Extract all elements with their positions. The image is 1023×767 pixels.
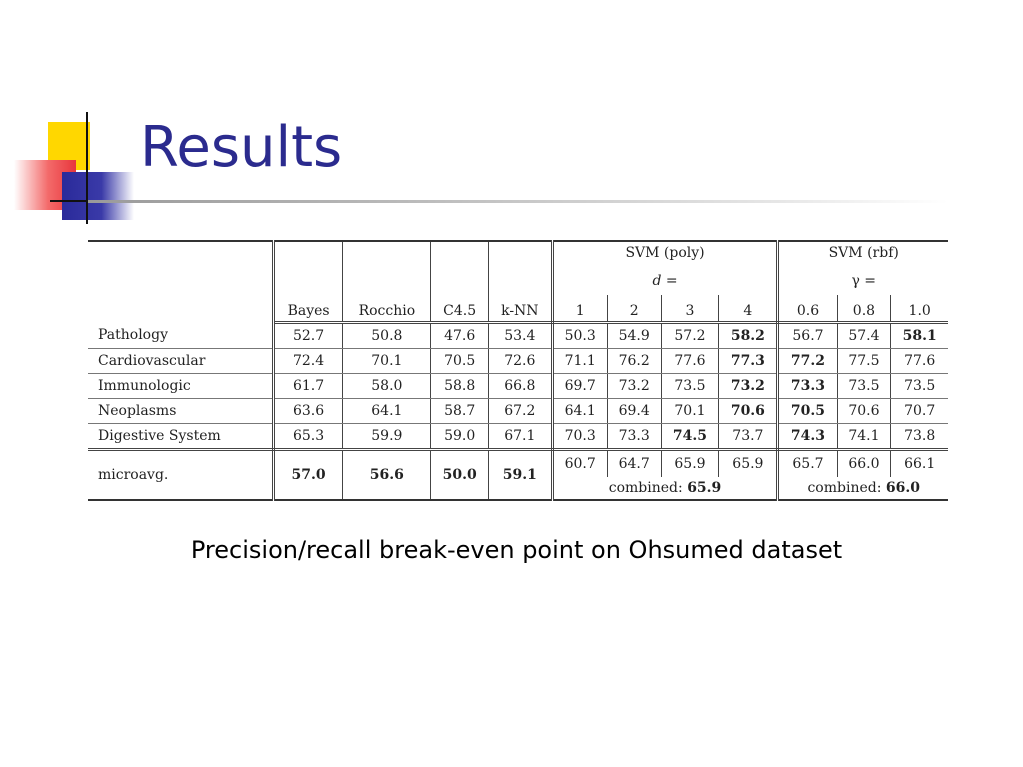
row-label: Digestive System — [88, 424, 273, 450]
table-cell: 74.3 — [778, 424, 837, 450]
table-cell: 69.7 — [552, 374, 607, 399]
table-cell: 59.1 — [489, 450, 553, 501]
table-cell: 64.1 — [343, 399, 431, 424]
table-cell: 70.6 — [719, 399, 778, 424]
table-cell: 73.2 — [607, 374, 661, 399]
table-cell: 74.1 — [837, 424, 891, 450]
table-cell: 58.1 — [891, 323, 948, 349]
table-cell: 70.6 — [837, 399, 891, 424]
row-label: Cardiovascular — [88, 349, 273, 374]
table-cell: 59.0 — [431, 424, 489, 450]
table-cell: 57.4 — [837, 323, 891, 349]
column-header: 3 — [661, 295, 719, 323]
table-row — [88, 399, 948, 424]
table-cell: 58.8 — [431, 374, 489, 399]
table-cell: 77.6 — [891, 349, 948, 374]
table-cell: 73.3 — [607, 424, 661, 450]
svm-rbf-header: SVM (rbf) — [828, 245, 899, 261]
table-cell: 70.3 — [552, 424, 607, 450]
combined-rbf-value: 66.0 — [885, 480, 920, 496]
combined-poly-cell — [552, 477, 778, 500]
table-cell: 64.1 — [552, 399, 607, 424]
table-cell: 56.6 — [343, 450, 431, 501]
column-header: 1.0 — [891, 295, 948, 323]
title-underline — [88, 200, 948, 203]
table-cell: 73.3 — [778, 374, 837, 399]
table-cell: 66.1 — [904, 456, 936, 472]
svm-poly-header: SVM (poly) — [552, 241, 778, 271]
column-header: C4.5 — [431, 295, 489, 323]
row-label: Immunologic — [88, 374, 273, 399]
table-cell: 57.0 — [273, 450, 343, 501]
table-cell: 64.7 — [607, 450, 661, 478]
table-cell: 65.9 — [719, 450, 778, 478]
table-cell: 70.5 — [431, 349, 489, 374]
table-cell: 67.1 — [489, 424, 553, 450]
table-cell: 70.5 — [778, 399, 837, 424]
table-cell: 76.2 — [607, 349, 661, 374]
slide-logo-decoration — [0, 0, 140, 240]
table-cell: 53.4 — [489, 323, 553, 349]
column-header: Bayes — [273, 295, 343, 323]
combined-label: combined: — [807, 480, 882, 496]
table-cell: 77.6 — [661, 349, 719, 374]
microavg-row — [88, 450, 948, 478]
table-cell: 70.1 — [661, 399, 719, 424]
table-cell: 65.9 — [661, 450, 719, 478]
combined-label: combined: — [608, 480, 683, 496]
svm-rbf-param: γ = — [851, 273, 876, 289]
svm-poly-param: d = — [552, 271, 778, 295]
table-cell: 73.5 — [661, 374, 719, 399]
table-cell: 77.2 — [778, 349, 837, 374]
table-cell: 54.9 — [607, 323, 661, 349]
table-row — [88, 349, 948, 374]
table-cell: 58.7 — [431, 399, 489, 424]
table-cell: 72.6 — [489, 349, 553, 374]
row-label: microavg. — [88, 450, 273, 501]
column-header: 4 — [719, 295, 778, 323]
table-cell: 63.6 — [273, 399, 343, 424]
column-header: 1 — [552, 295, 607, 323]
combined-rbf-cell — [778, 477, 948, 500]
combined-poly-value: 65.9 — [687, 480, 722, 496]
table-cell: 74.5 — [661, 424, 719, 450]
row-label: Pathology — [88, 323, 273, 349]
column-header: 0.6 — [778, 295, 837, 323]
table-cell: 73.5 — [891, 374, 948, 399]
row-label: Neoplasms — [88, 399, 273, 424]
table-cell: 73.2 — [719, 374, 778, 399]
table-cell: 58.0 — [343, 374, 431, 399]
table-cell: 77.5 — [837, 349, 891, 374]
table-cell: 57.2 — [661, 323, 719, 349]
table-cell: 66.8 — [489, 374, 553, 399]
table-cell: 56.7 — [778, 323, 837, 349]
vertical-line-decoration — [86, 112, 88, 224]
table-cell: 50.0 — [431, 450, 489, 501]
empty-corner-cell — [88, 241, 273, 323]
column-header: 2 — [607, 295, 661, 323]
table-row — [88, 323, 948, 349]
table-cell: 50.3 — [552, 323, 607, 349]
table-cell: 58.2 — [719, 323, 778, 349]
table-cell: 66.0 — [837, 450, 891, 478]
table-cell: 47.6 — [431, 323, 489, 349]
table-row — [88, 424, 948, 450]
table-cell: 73.8 — [891, 424, 948, 450]
table-cell: 52.7 — [273, 323, 343, 349]
table-cell: 65.7 — [778, 450, 837, 478]
slide-title: Results — [140, 115, 343, 180]
table-cell: 70.7 — [891, 399, 948, 424]
table-cell: 73.5 — [837, 374, 891, 399]
table-cell: 77.3 — [719, 349, 778, 374]
column-header: 0.8 — [837, 295, 891, 323]
column-header: k-NN — [489, 295, 553, 323]
table-cell: 60.7 — [552, 450, 607, 478]
table-cell: 67.2 — [489, 399, 553, 424]
table-cell: 65.3 — [273, 424, 343, 450]
table-cell: 69.4 — [607, 399, 661, 424]
slide-caption: Precision/recall break-even point on Ohsumed dataset — [190, 536, 843, 564]
table-cell: 61.7 — [273, 374, 343, 399]
table-row — [88, 374, 948, 399]
table-cell: 71.1 — [552, 349, 607, 374]
column-header: Rocchio — [343, 295, 431, 323]
table-cell: 59.9 — [343, 424, 431, 450]
table-cell: 70.1 — [343, 349, 431, 374]
table-cell: 73.7 — [719, 424, 778, 450]
blue-square-decoration — [62, 172, 134, 220]
results-table — [88, 240, 948, 501]
table-cell: 50.8 — [343, 323, 431, 349]
table-cell: 72.4 — [273, 349, 343, 374]
